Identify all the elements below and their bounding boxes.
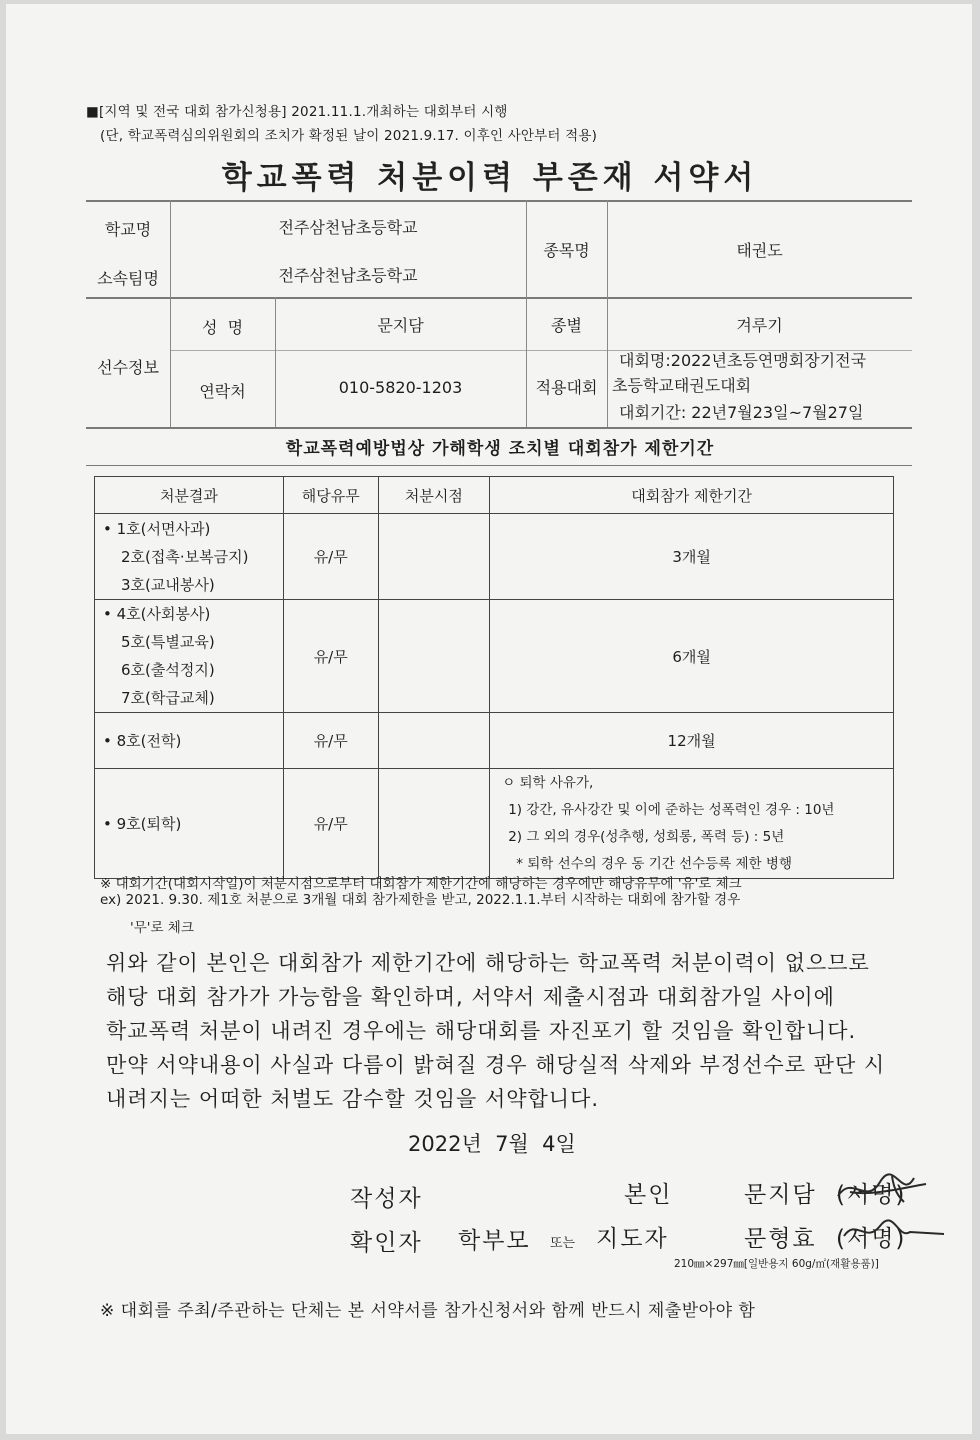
list-item: • 4호(사회봉사) xyxy=(103,605,211,623)
writer-sign-mark: (서명) xyxy=(836,1182,907,1208)
writer-name: 문지담 xyxy=(744,1182,817,1208)
info-top-rule xyxy=(86,200,912,202)
self-label: 본인 xyxy=(624,1182,673,1208)
row-items xyxy=(95,600,284,713)
contact-value: 010-5820-1203 xyxy=(338,378,463,397)
info-bottom-rule xyxy=(86,427,912,429)
school-label: 학교명 xyxy=(104,220,152,239)
applicable-cell: 유/무 xyxy=(283,713,378,769)
writer-label: 작성자 xyxy=(350,1186,423,1212)
list-item: • 1호(서면사과) xyxy=(103,519,211,538)
competition-line-2: 초등학교태권도대회 xyxy=(612,376,752,395)
player-info-label: 선수정보 xyxy=(97,358,159,377)
note-2: ex) 2021. 9.30. 제1호 처분으로 3개월 대회 참가제한을 받고, 2022.1.1.부터 시작하는 대회에 참가할 경우 xyxy=(100,892,741,908)
note-1: ※ 대회기간(대회시작일)이 처분시점으로부터 대회참가 제한기간에 해당하는 경우에만 해당유무에 '유'로 체크 xyxy=(100,876,742,892)
col-header-applicable: 해당유무 xyxy=(283,477,378,514)
contact-label: 연락처 xyxy=(199,382,246,401)
time-cell xyxy=(378,514,490,600)
limit-cell: 3개월 xyxy=(490,514,894,600)
competition-label: 적용대회 xyxy=(535,378,598,397)
event-label: 종별 xyxy=(551,316,582,335)
table-row xyxy=(95,769,894,879)
name-label: 성 명 xyxy=(201,318,244,337)
limit-cell: 6개월 xyxy=(490,600,894,713)
subtitle-rule xyxy=(86,465,912,466)
note-3: '무'로 체크 xyxy=(130,920,194,936)
limit-cell xyxy=(490,769,894,879)
expulsion-note-line: ㅇ 퇴학 사유가, xyxy=(502,774,594,791)
info-mid-rule xyxy=(86,297,912,299)
applicable-cell: 유/무 xyxy=(283,769,378,879)
list-item: • 8호(전학) xyxy=(103,731,182,750)
list-item: • 9호(퇴학) xyxy=(103,814,182,833)
row-items xyxy=(95,713,284,769)
paper-size-note: 210㎜×297㎜[일반용지 60g/㎡(재활용품)] xyxy=(674,1258,879,1270)
restriction-table xyxy=(94,476,894,879)
limit-cell: 12개월 xyxy=(490,713,894,769)
time-cell xyxy=(378,713,490,769)
col-header-result: 처분결과 xyxy=(95,477,284,514)
table-row xyxy=(95,713,894,769)
pledge-date: 2022년 7월 4일 xyxy=(408,1132,576,1156)
list-item: 2호(접촉·보복금지) xyxy=(121,547,249,566)
name-value: 문지담 xyxy=(377,316,424,335)
confirmer-label: 확인자 xyxy=(350,1230,423,1256)
list-item: 3호(교내봉사) xyxy=(121,575,215,594)
pledge-body: 위와 같이 본인은 대회참가 제한기간에 해당하는 학교폭력 처분이력이 없으므로 해당 대회 참가가 가능함을 확인하며, 서약서 제출시점과 대회참가일 사이에 학교폭력 처분이 내려진 경우에는 해당대회를 자진포기 할 것임을 확인합니다. 만약 서약내용이 사실과 다름이 밝혀질 경우 해당실적 삭제와 부정선수로 판단 시 내려지는 어떠한 처벌도 감수할 것임을 서약합니다. xyxy=(106,951,886,1111)
applicable-cell: 유/무 xyxy=(283,600,378,713)
table-row xyxy=(95,600,894,713)
sport-label: 종목명 xyxy=(543,241,590,260)
row-items xyxy=(95,769,284,879)
table-header-row xyxy=(95,477,894,514)
team-label: 소속팀명 xyxy=(97,269,159,288)
competition-line-3: 대회기간: 22년7월23일~7월27일 xyxy=(619,403,864,422)
header-line-1: ■[지역 및 전국 대회 참가신청용] 2021.11.1.개최하는 대회부터 시행 xyxy=(86,104,508,120)
footer-note: ※ 대회를 주최/주관하는 단체는 본 서약서를 참가신청서와 함께 반드시 제출받아야 함 xyxy=(100,1301,756,1321)
confirmer-sign-mark: (서명) xyxy=(836,1226,907,1252)
team-value: 전주삼천남초등학교 xyxy=(278,266,418,285)
or-label: 또는 xyxy=(550,1236,576,1251)
table-row xyxy=(95,514,894,600)
header-line-2: (단, 학교폭력심의위원회의 조치가 확정된 날이 2021.9.17. 이후인 사안부터 적용) xyxy=(100,128,598,144)
confirmer-signature xyxy=(840,1214,950,1250)
list-item: 5호(특별교육) xyxy=(121,633,215,651)
time-cell xyxy=(378,769,490,879)
row-items xyxy=(95,514,284,600)
event-value: 겨루기 xyxy=(736,316,783,335)
writer-signature xyxy=(832,1166,932,1210)
coach-label: 지도자 xyxy=(596,1226,669,1252)
sport-value: 태권도 xyxy=(736,241,783,260)
expulsion-note-line: 1) 강간, 유사강간 및 이에 준하는 성폭력인 경우 : 10년 xyxy=(508,801,835,818)
school-value: 전주삼천남초등학교 xyxy=(278,218,418,237)
confirmer-name: 문형효 xyxy=(744,1226,817,1252)
col-header-limit: 대회참가 제한기간 xyxy=(490,477,894,514)
parent-label: 학부모 xyxy=(458,1228,531,1254)
section-subtitle: 학교폭력예방법상 가해학생 조치별 대회참가 제한기간 xyxy=(285,439,715,459)
applicable-cell: 유/무 xyxy=(283,514,378,600)
expulsion-note-line: 2) 그 외의 경우(성추행, 성희롱, 폭력 등) : 5년 xyxy=(508,828,785,845)
document-title: 학교폭력 처분이력 부존재 서약서 xyxy=(221,160,759,196)
col-header-time: 처분시점 xyxy=(378,477,490,514)
expulsion-note-line: * 퇴학 선수의 경우 동 기간 선수등록 제한 병행 xyxy=(516,855,793,872)
list-item: 7호(학급교체) xyxy=(121,689,215,707)
competition-line-1: 대회명:2022년초등연맹회장기전국 xyxy=(619,351,867,370)
time-cell xyxy=(378,600,490,713)
list-item: 6호(출석정지) xyxy=(121,661,215,679)
